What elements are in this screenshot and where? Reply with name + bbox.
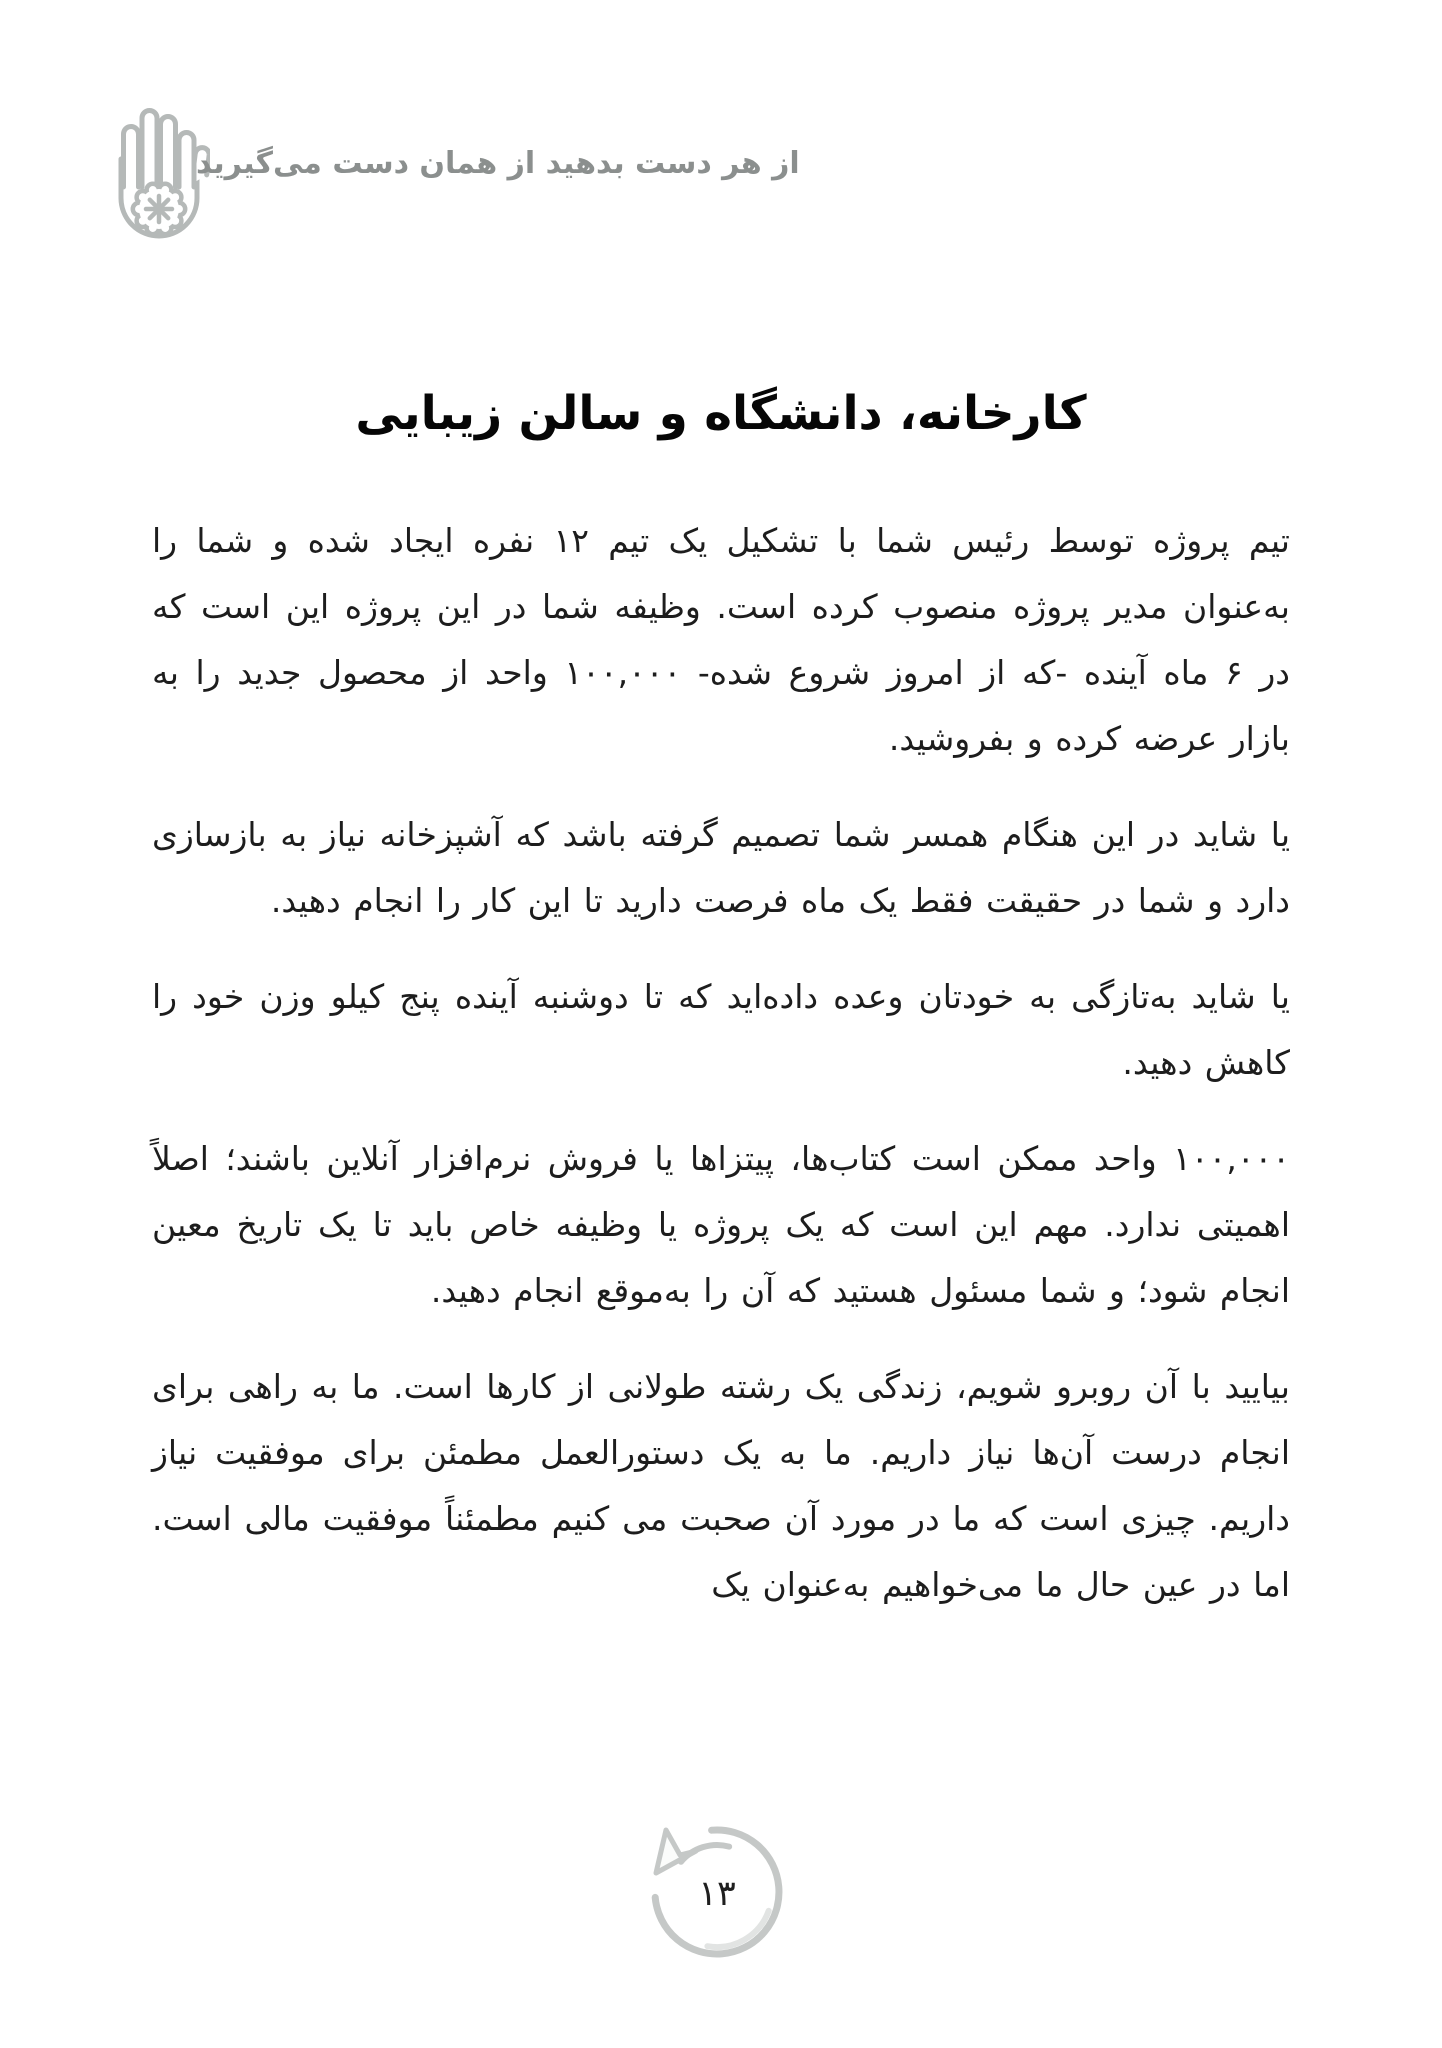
body-paragraph: یا شاید به‌تازگی به خودتان وعده داده‌اید که تا دوشنبه آینده پنج کیلو وزن خود را کاهش دهید. <box>152 977 1290 1082</box>
page-header <box>0 0 1442 260</box>
page-footer <box>0 1810 1442 1980</box>
chapter-title: کارخانه، دانشگاه و سالن زیبایی <box>355 386 1087 441</box>
body-paragraph: ۱۰۰,۰۰۰ واحد ممکن است کتاب‌ها، پیتزاها یا فروش نرم‌افزار آنلاین باشند؛ اصلاً اهمیتی ندارد. مهم این است که یک پروژه یا وظیفه خاص باید تا یک تاریخ معین انجام شود؛ و شما مسئول هستید که آن را به‌موقع انجام دهید. <box>152 1139 1290 1310</box>
page-content <box>152 378 1290 1618</box>
body-paragraph: تیم پروژه توسط رئیس شما با تشکیل یک تیم ۱۲ نفره ایجاد شده و شما را به‌عنوان مدیر پروژه منصوب کرده است. وظیفه شما در این پروژه این است که در ۶ ماه آینده -که از امروز شروع شده- ۱۰۰,۰۰۰ واحد از محصول جدید را به بازار عرضه کرده و بفروشید. <box>152 521 1291 758</box>
body-paragraph: بیایید با آن روبرو شویم، زندگی یک رشته طولانی از کارها است. ما به راهی برای انجام درست آن‌ها نیاز داریم. ما به یک دستورالعمل مطمئن برای موفقیت نیاز داریم. چیزی است که ما در مورد آن صحبت می کنیم مطمئناً موفقیت مالی است. اما در عین حال ما می‌خواهیم به‌عنوان یک <box>152 1367 1290 1604</box>
chapter-motto: از هر دست بدهید از همان دست می‌گیرید <box>196 146 800 181</box>
ahimsa-hand-flower-icon <box>108 88 210 244</box>
page-number: ۱۳ <box>698 1874 736 1914</box>
body-paragraph: یا شاید در این هنگام همسر شما تصمیم گرفته باشد که آشپزخانه نیاز به بازسازی دارد و شما در حقیقت فقط یک ماه فرصت دارید تا این کار را انجام دهید. <box>152 815 1290 920</box>
page-number-badge <box>642 1817 792 1967</box>
